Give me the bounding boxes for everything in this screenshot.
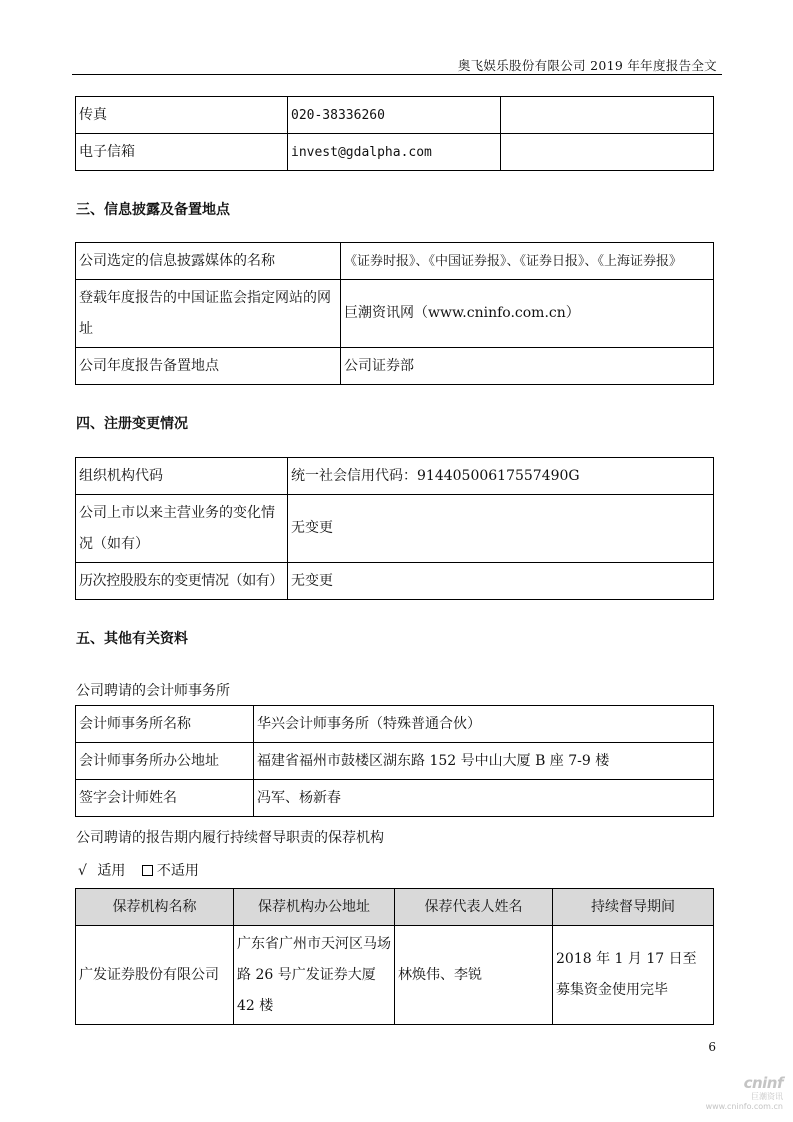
fax-extra (501, 97, 714, 134)
email-label: 电子信箱 (76, 134, 288, 171)
cninfo-logo (706, 1074, 783, 1112)
website-value: 巨潮资讯网（www.cninfo.com.cn） (341, 280, 714, 348)
section-5-heading: 五、其他有关资料 (76, 631, 188, 647)
firm-name-value: 华兴会计师事务所（特殊普通合伙） (254, 706, 714, 743)
email-value: invest@gdalpha.com (288, 134, 501, 171)
disclosure-table (75, 242, 714, 385)
table-row (76, 563, 714, 600)
applicable-label: 适用 (97, 863, 126, 879)
table-row (76, 243, 714, 280)
check-mark-icon: √ (78, 863, 87, 879)
signing-accountant-label: 签字会计师姓名 (76, 780, 254, 817)
org-code-label: 组织机构代码 (76, 458, 288, 495)
table-row (76, 926, 714, 1025)
not-applicable-label: 不适用 (156, 863, 199, 879)
firm-address-label: 会计师事务所办公地址 (76, 743, 254, 780)
supervision-period: 2018 年 1 月 17 日至募集资金使用完毕 (553, 926, 714, 1025)
sponsor-name: 广发证券股份有限公司 (76, 926, 234, 1025)
business-change-label: 公司上市以来主营业务的变化情况（如有） (76, 495, 288, 563)
fax-value: 020-38336260 (288, 97, 501, 134)
logo-url: www.cninfo.com.cn (705, 1102, 783, 1111)
section-4-heading: 四、注册变更情况 (76, 416, 188, 432)
header-rule (72, 74, 722, 75)
table-row (76, 348, 714, 385)
table-row (76, 97, 714, 134)
applicability-line (78, 860, 199, 880)
media-value: 《证券时报》、《中国证券报》、《证券日报》、《上海证券报》 (341, 243, 714, 280)
table-row (76, 280, 714, 348)
column-header: 保荐代表人姓名 (395, 889, 553, 926)
registration-table (75, 457, 714, 600)
firm-name-label: 会计师事务所名称 (76, 706, 254, 743)
org-code-value: 统一社会信用代码：91440500617557490G (288, 458, 714, 495)
table-row (76, 458, 714, 495)
column-header: 保荐机构办公地址 (234, 889, 395, 926)
accounting-firm-table (75, 705, 714, 817)
sponsor-intro: 公司聘请的报告期内履行持续督导职责的保荐机构 (76, 830, 384, 846)
business-change-value: 无变更 (288, 495, 714, 563)
page-number: 6 (708, 1040, 716, 1054)
archive-location-value: 公司证券部 (341, 348, 714, 385)
table-row (76, 134, 714, 171)
firm-address-value: 福建省福州市鼓楼区湖东路 152 号中山大厦 B 座 7-9 楼 (254, 743, 714, 780)
column-header: 保荐机构名称 (76, 889, 234, 926)
signing-accountant-value: 冯军、杨新春 (254, 780, 714, 817)
table-row (76, 780, 714, 817)
column-header: 持续督导期间 (553, 889, 714, 926)
table-row (76, 706, 714, 743)
report-header-title: 奥飞娱乐股份有限公司 2019 年年度报告全文 (457, 58, 717, 73)
controller-change-value: 无变更 (288, 563, 714, 600)
fax-label: 传真 (76, 97, 288, 134)
sponsor-representatives: 林焕伟、李锐 (395, 926, 553, 1025)
contact-table (75, 96, 714, 171)
table-header-row (76, 889, 714, 926)
email-extra (501, 134, 714, 171)
sponsor-address: 广东省广州市天河区马场路 26 号广发证券大厦 42 楼 (234, 926, 395, 1025)
table-row (76, 743, 714, 780)
media-label: 公司选定的信息披露媒体的名称 (76, 243, 341, 280)
section-3-heading: 三、信息披露及备置地点 (76, 202, 230, 218)
logo-wordmark: cninf (743, 1074, 783, 1092)
archive-location-label: 公司年度报告备置地点 (76, 348, 341, 385)
sponsor-table (75, 888, 714, 1025)
website-label: 登载年度报告的中国证监会指定网站的网址 (76, 280, 341, 348)
accounting-firm-intro: 公司聘请的会计师事务所 (76, 683, 230, 699)
controller-change-label: 历次控股股东的变更情况（如有） (76, 563, 288, 600)
table-row (76, 495, 714, 563)
unchecked-box-icon (142, 865, 153, 876)
logo-chinese-name: 巨潮资讯 (751, 1092, 783, 1101)
